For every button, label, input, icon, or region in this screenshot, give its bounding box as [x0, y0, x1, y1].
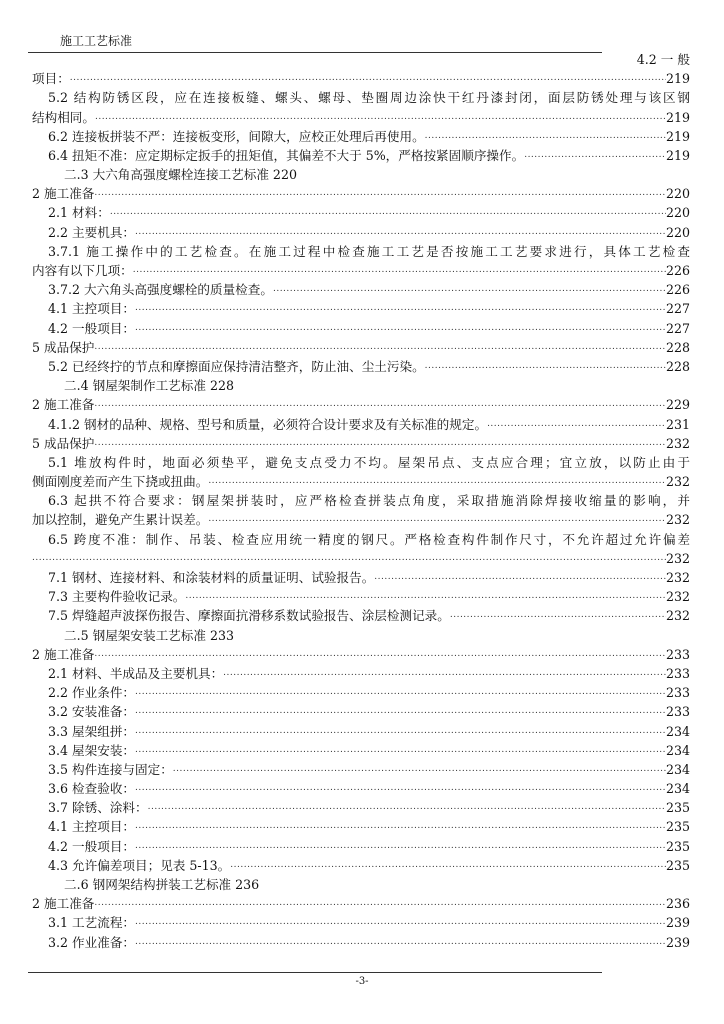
- toc-entry-text: 二.6 钢网架结构拼装工艺标准 236: [64, 877, 260, 893]
- toc-entry[interactable]: [32, 856, 690, 875]
- toc-page-number: 234: [665, 742, 690, 758]
- toc-dot-leader: [135, 722, 666, 741]
- toc-entry[interactable]: [32, 204, 690, 223]
- toc-entry[interactable]: [32, 415, 690, 434]
- toc-section-heading: [32, 626, 690, 645]
- toc-entry[interactable]: [32, 261, 690, 280]
- toc-page-number: 239: [665, 915, 690, 931]
- toc-dot-leader: [135, 319, 666, 338]
- toc-dot-leader: [94, 395, 666, 414]
- toc-entry[interactable]: [32, 818, 690, 837]
- toc-dot-leader: [135, 702, 666, 721]
- toc-page-number: 219: [665, 128, 690, 144]
- toc-page-number: 234: [665, 761, 690, 777]
- toc-page-number: 220: [665, 205, 690, 221]
- toc-page-number: 228: [665, 339, 690, 355]
- toc-entry-text: 3.3 屋架组拼：: [48, 723, 136, 739]
- toc-dot-leader: [135, 741, 666, 760]
- toc-dot-leader: [148, 798, 666, 817]
- toc-entry[interactable]: [32, 338, 690, 357]
- toc-page-number: 227: [665, 301, 690, 317]
- toc-dot-leader: [110, 204, 666, 223]
- toc-entry-text: 5 成品保护: [32, 339, 95, 355]
- toc-section-heading: [32, 376, 690, 395]
- toc-entry-text: 4.1 主控项目：: [48, 819, 136, 835]
- toc-entry-text: 项目：: [32, 71, 70, 87]
- toc-entry-text: 2 施工准备: [32, 646, 95, 662]
- toc-dot-leader: [273, 280, 666, 299]
- toc-dot-leader: [173, 760, 666, 779]
- toc-entry-text: 3.5 构件连接与固定：: [48, 761, 173, 777]
- toc-entry: [32, 50, 690, 69]
- toc-page-number: 233: [665, 646, 690, 662]
- toc-page-number: 233: [665, 665, 690, 681]
- toc-entry-text: 2.2 主要机具：: [48, 224, 136, 240]
- toc-entry[interactable]: [32, 702, 690, 721]
- toc-page-number: 219: [665, 71, 690, 87]
- toc-dot-leader: [425, 127, 666, 146]
- toc-entry[interactable]: [32, 472, 690, 491]
- toc-page-number: 232: [665, 550, 690, 566]
- toc-entry: [32, 530, 690, 549]
- toc-entry[interactable]: [32, 741, 690, 760]
- toc-entry-text: 内容有以下几项：: [32, 263, 133, 279]
- toc-dot-leader: [95, 108, 666, 127]
- toc-dot-leader: [135, 837, 666, 856]
- toc-entry[interactable]: [32, 108, 690, 127]
- toc-entry-text: 结构相同。: [32, 109, 95, 125]
- toc-page-number: 228: [665, 358, 690, 374]
- toc-entry[interactable]: [32, 299, 690, 318]
- toc-entry[interactable]: [32, 319, 690, 338]
- toc-dot-leader: [135, 223, 666, 242]
- toc-entry[interactable]: [32, 645, 690, 664]
- toc-entry-text: 6.2 连接板拼装不严：连接板变形，间隙大，应校正处理后再使用。: [48, 128, 425, 144]
- running-header-title: 施工工艺标准: [60, 34, 133, 48]
- toc-entry[interactable]: [32, 549, 690, 568]
- toc-page-number: 232: [665, 589, 690, 605]
- toc-entry[interactable]: [32, 722, 690, 741]
- toc-dot-leader: [450, 606, 666, 625]
- toc-dot-leader: [70, 69, 666, 88]
- toc-dot-leader: [135, 683, 666, 702]
- toc-entry-text: 2 施工准备: [32, 896, 95, 912]
- toc-entry-text: 二.3 大六角高强度螺栓连接工艺标准 220: [64, 167, 297, 183]
- toc-page-number: 226: [665, 263, 690, 279]
- toc-dot-leader: [208, 472, 666, 491]
- toc-entry[interactable]: [32, 933, 690, 952]
- toc-section-heading: [32, 165, 690, 184]
- toc-dot-leader: [185, 587, 666, 606]
- toc-entry[interactable]: [32, 837, 690, 856]
- toc-page-number: 229: [665, 397, 690, 413]
- toc-entry-text: 7.1 钢材、连接材料、和涂装材料的质量证明、试验报告。: [48, 570, 375, 586]
- toc-entry[interactable]: [32, 511, 690, 530]
- toc-entry: [32, 88, 690, 107]
- toc-dot-leader: [223, 664, 666, 683]
- toc-page-number: 227: [665, 320, 690, 336]
- toc-dot-leader: [135, 818, 666, 837]
- toc-dot-leader: [374, 568, 666, 587]
- toc-entry[interactable]: [32, 434, 690, 453]
- toc-page-number: 235: [665, 857, 690, 873]
- toc-entry-text: 5.1 堆放构件时，地面必须垫平，避免支点受力不均。屋架吊点、支点应合理；宜立放，以防止由于: [48, 454, 690, 470]
- toc-entry-text: 3.2 作业准备：: [48, 934, 136, 950]
- toc-page-number: 233: [665, 704, 690, 720]
- toc-dot-leader: [32, 549, 666, 568]
- toc-entry-text: 3.7.1 施工操作中的工艺检查。在施工过程中检查施工工艺是否按施工工艺要求进行，具体工艺检查: [48, 243, 690, 259]
- toc-entry-text: 5.2 已经终拧的节点和摩擦面应保持清洁整齐，防止油、尘土污染。: [48, 358, 425, 374]
- toc-dot-leader: [487, 415, 666, 434]
- toc-page-number: 219: [665, 109, 690, 125]
- toc-entry-text: 4.1 主控项目：: [48, 301, 136, 317]
- toc-page-number: 219: [665, 147, 690, 163]
- toc-entry-text: 2 施工准备: [32, 186, 95, 202]
- footer-divider: [28, 972, 602, 973]
- toc-entry-text: 2.2 作业条件：: [48, 685, 136, 701]
- toc-dot-leader: [135, 299, 666, 318]
- toc-section-heading: [32, 875, 690, 894]
- toc-entry: [32, 453, 690, 472]
- toc-entry: [32, 242, 690, 261]
- toc-entry[interactable]: [32, 894, 690, 913]
- toc-entry[interactable]: [32, 69, 690, 88]
- toc-page-number: 235: [665, 838, 690, 854]
- toc-dot-leader: [524, 146, 666, 165]
- toc-dot-leader: [94, 338, 666, 357]
- toc-entry: [32, 491, 690, 510]
- toc-page-number: 239: [665, 934, 690, 950]
- toc-entry[interactable]: [32, 779, 690, 798]
- toc-entry[interactable]: [32, 683, 690, 702]
- toc-entry-text: 6.3 起拱不符合要求：钢屋架拼装时，应严格检查拼装点角度，采取措施消除焊接收缩量的影响，并: [48, 493, 690, 509]
- toc-entry[interactable]: [32, 760, 690, 779]
- toc-entry[interactable]: [32, 587, 690, 606]
- toc-entry-text: 5 成品保护: [32, 435, 95, 451]
- toc-dot-leader: [135, 913, 666, 932]
- toc-entry[interactable]: [32, 798, 690, 817]
- toc-entry-text: 侧面刚度差而产生下挠或扭曲。: [32, 474, 209, 490]
- toc-entry-text: 3.2 安装准备：: [48, 704, 136, 720]
- toc-entry[interactable]: [32, 606, 690, 625]
- toc-entry-text: 3.4 屋架安装：: [48, 742, 136, 758]
- toc-entry-text: 二.4 钢屋架制作工艺标准 228: [64, 378, 234, 394]
- toc-page-number: 232: [665, 512, 690, 528]
- toc-page-number: 231: [665, 416, 690, 432]
- page-number: -3-: [355, 976, 369, 987]
- table-of-contents: [32, 50, 690, 952]
- toc-page-number: 232: [665, 608, 690, 624]
- toc-page-number: 226: [665, 282, 690, 298]
- toc-entry-text: 3.7 除锈、涂料：: [48, 800, 148, 816]
- toc-dot-leader: [133, 261, 666, 280]
- toc-dot-leader: [94, 645, 666, 664]
- toc-page-number: 233: [665, 685, 690, 701]
- toc-entry-text: 2.1 材料、半成品及主要机具：: [48, 665, 224, 681]
- toc-entry-text: 加以控制，避免产生累计误差。: [32, 512, 209, 528]
- toc-entry[interactable]: [32, 568, 690, 587]
- toc-dot-leader: [208, 511, 666, 530]
- toc-dot-leader: [94, 184, 666, 203]
- toc-dot-leader: [94, 434, 666, 453]
- toc-entry-text: 2 施工准备: [32, 397, 95, 413]
- toc-entry[interactable]: [32, 146, 690, 165]
- toc-page-number: 235: [665, 800, 690, 816]
- toc-entry-text: 6.5 跨度不准：制作、吊装、检查应用统一精度的钢尺。严格检查构件制作尺寸，不允许超过允许偏差: [48, 531, 690, 547]
- toc-page-number: 236: [665, 896, 690, 912]
- toc-entry[interactable]: [32, 280, 690, 299]
- toc-dot-leader: [135, 779, 666, 798]
- toc-page-number: 235: [665, 819, 690, 835]
- toc-entry[interactable]: [32, 913, 690, 932]
- toc-entry[interactable]: [32, 127, 690, 146]
- toc-dot-leader: [94, 894, 666, 913]
- toc-entry[interactable]: [32, 357, 690, 376]
- toc-entry-text: 4.3 允许偏差项目；见表 5-13。: [48, 857, 231, 873]
- toc-entry-text: 2.1 材料：: [48, 205, 110, 221]
- toc-page-number: 220: [665, 224, 690, 240]
- toc-entry-text: 5.2 结构防锈区段，应在连接板缝、螺头、螺母、垫圈周边涂快干红丹漆封闭，面层防锈处理与该区钢: [48, 90, 690, 106]
- toc-entry[interactable]: [32, 184, 690, 203]
- toc-dot-leader: [230, 856, 666, 875]
- toc-entry[interactable]: [32, 664, 690, 683]
- toc-entry-text: 7.3 主要构件验收记录。: [48, 589, 186, 605]
- toc-page-number: 232: [665, 474, 690, 490]
- toc-entry-text: 4.2 一般项目：: [48, 320, 136, 336]
- toc-page-number: 232: [665, 570, 690, 586]
- toc-entry-text: 4.1.2 钢材的品种、规格、型号和质量，必须符合设计要求及有关标准的规定。: [48, 416, 488, 432]
- toc-page-number: 234: [665, 781, 690, 797]
- toc-dot-leader: [135, 933, 666, 952]
- toc-entry-text: 3.6 检查验收：: [48, 781, 136, 797]
- toc-entry-text: 7.5 焊缝超声波探伤报告、摩擦面抗滑移系数试验报告、涂层检测记录。: [48, 608, 450, 624]
- toc-entry-text: 3.1 工艺流程：: [48, 915, 136, 931]
- toc-page-number: 232: [665, 435, 690, 451]
- toc-entry-text: 二.5 钢屋架安装工艺标准 233: [64, 627, 234, 643]
- toc-entry-text: 4.2 一般项目：: [48, 838, 136, 854]
- toc-entry-text: 4.2 一 般: [636, 51, 690, 67]
- toc-entry[interactable]: [32, 223, 690, 242]
- toc-entry[interactable]: [32, 395, 690, 414]
- toc-entry-text: 6.4 扭矩不准：应定期标定扳手的扭矩值，其偏差不大于 5%，严格按紧固顺序操作。: [48, 147, 525, 163]
- toc-dot-leader: [425, 357, 666, 376]
- toc-entry-text: 3.7.2 大六角头高强度螺栓的质量检查。: [48, 282, 273, 298]
- toc-page-number: 234: [665, 723, 690, 739]
- toc-page-number: 220: [665, 186, 690, 202]
